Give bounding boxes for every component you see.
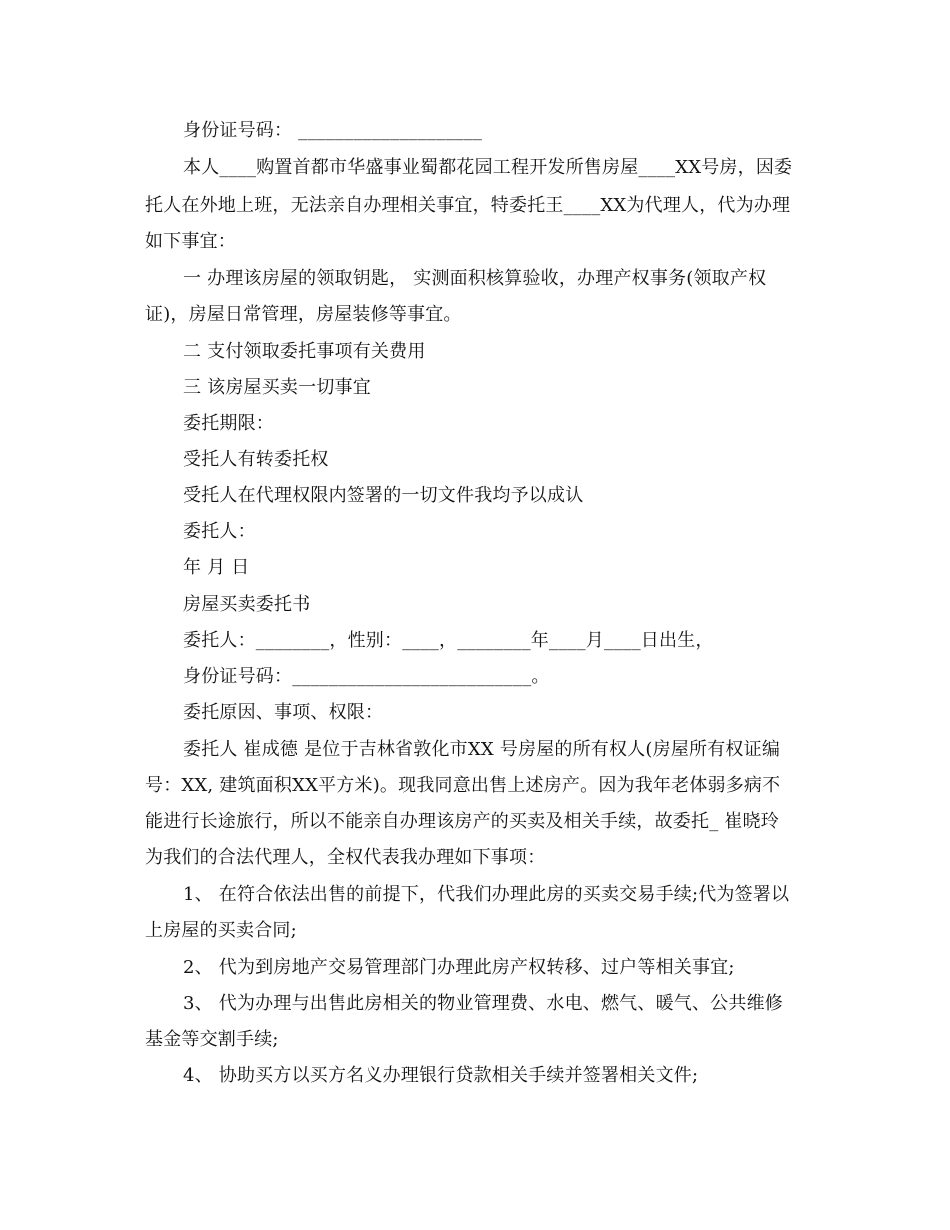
paragraph-line: 证)，房屋日常管理，房屋装修等事宜。 — [145, 304, 462, 325]
paragraph-line: 委托期限： — [183, 413, 274, 434]
paragraph-line: 受托人有转委托权 — [183, 449, 329, 470]
paragraph-line: 一 办理该房屋的领取钥匙， 实测面积核算验收，办理产权事务(领取产权 — [183, 268, 767, 289]
list-item: 1、 在符合依法出售的前提下，代我们办理此房的买卖交易手续;代为签署以 — [183, 884, 790, 905]
paragraph-line: 委托人 崔成德 是位于吉林省敦化市XX 号房屋的所有权人(房屋所有权证编 — [183, 739, 781, 760]
list-item: 2、 代为到房地产交易管理部门办理此房产权转移、过户等相关事宜; — [183, 957, 735, 978]
paragraph-line: 委托人：________，性别：____，________年____月____日出生， — [183, 630, 714, 651]
paragraph-line: 号：XX, 建筑面积XX平方米)。现我同意出售上述房产。因为我年老体弱多病不 — [145, 775, 781, 796]
id-number-line: 身份证号码：__________________________。 — [183, 666, 550, 687]
paragraph-line: 受托人在代理权限内签署的一切文件我均予以成认 — [183, 485, 584, 506]
id-number-line: 身份证号码： ____________________ — [183, 120, 483, 141]
paragraph-line: 二 支付领取委托事项有关费用 — [183, 341, 426, 362]
paragraph-line: 委托人： — [183, 521, 256, 542]
paragraph-line: 本人____购置首都市华盛事业蜀都花园工程开发所售房屋____XX号房，因委 — [183, 157, 793, 178]
paragraph-line: 三 该房屋买卖一切事宜 — [183, 377, 371, 398]
paragraph-line: 上房屋的买卖合同; — [145, 920, 297, 941]
date-line: 年 月 日 — [183, 557, 250, 578]
paragraph-line: 如下事宜： — [145, 231, 236, 252]
list-item: 3、 代为办理与出售此房相关的物业管理费、水电、燃气、暖气、公共维修 — [183, 993, 783, 1014]
paragraph-line: 能进行长途旅行，所以不能亲自办理该房产的买卖及相关手续，故委托_ 崔晓玲 — [145, 811, 779, 832]
paragraph-line: 委托原因、事项、权限： — [183, 702, 384, 723]
paragraph-line: 基金等交割手续; — [145, 1029, 279, 1050]
paragraph-line: 托人在外地上班，无法亲自办理相关事宜，特委托王____XX为代理人，代为办理 — [145, 195, 791, 216]
paragraph-line: 为我们的合法代理人，全权代表我办理如下事项： — [145, 847, 546, 868]
list-item: 4、 协助买方以买方名义办理银行贷款相关手续并签署相关文件; — [183, 1065, 699, 1086]
section-title: 房屋买卖委托书 — [183, 594, 311, 615]
